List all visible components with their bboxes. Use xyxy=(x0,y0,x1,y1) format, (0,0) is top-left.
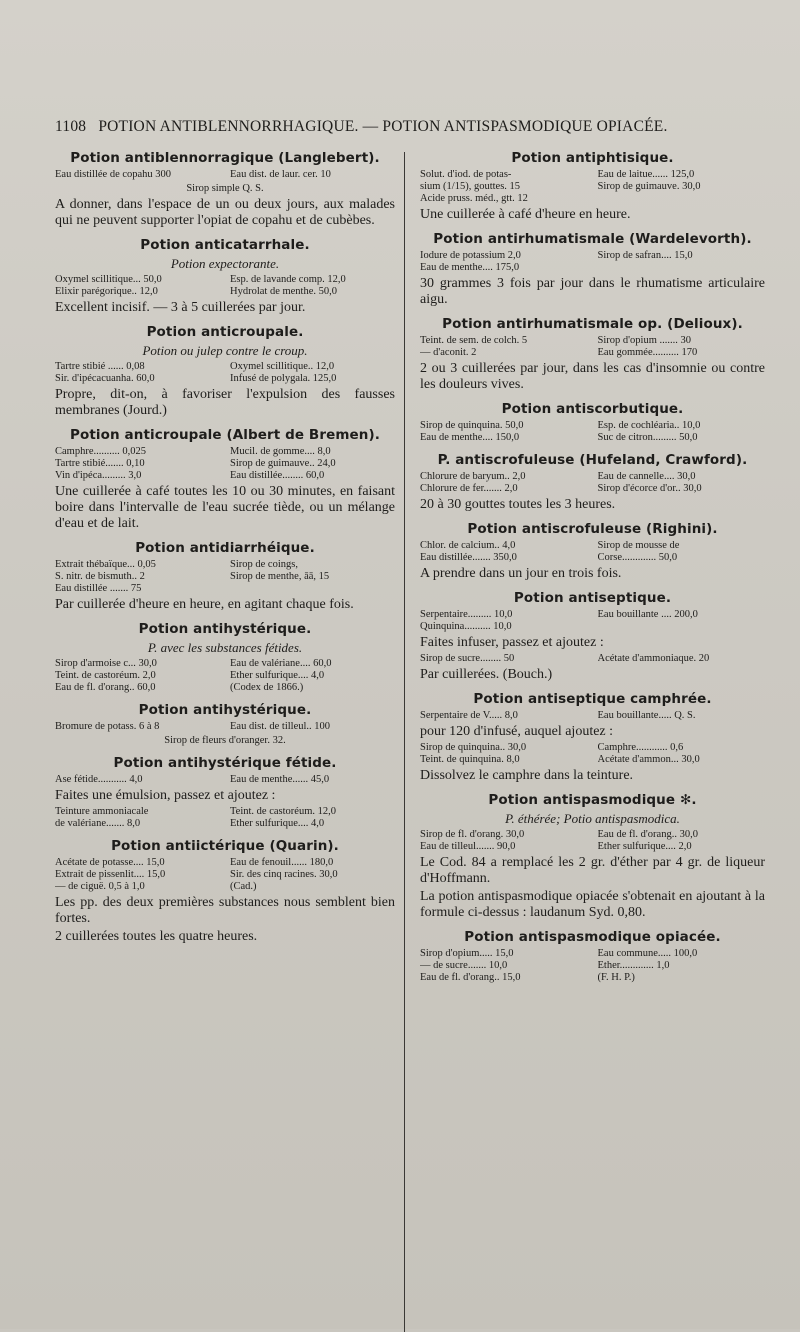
ingredient: Elixir parégorique.. 12,0 xyxy=(55,286,158,297)
ingredient: Acide pruss. méd., gtt. 12 xyxy=(420,193,528,204)
entry-text: Excellent incisif. — 3 à 5 cuillerées par jour. xyxy=(55,300,306,315)
entry-text: 2 ou 3 cuillerées par jour, dans les cas d'insomnie ou contre les douleurs vives. xyxy=(420,361,765,392)
entry-antiscorbutique xyxy=(420,401,765,444)
ingredients xyxy=(55,169,395,181)
ingredient: Esp. de cochléaria.. 10,0 xyxy=(597,420,701,431)
ingredients xyxy=(420,710,765,722)
left-column xyxy=(55,150,395,950)
ingredients xyxy=(420,471,765,495)
ingredient: Mucil. de gomme.... 8,0 xyxy=(230,446,331,457)
ingredient: Eau bouillante .... 200,0 xyxy=(597,609,698,620)
ingredient: Sirop d'écorce d'or.. 30,0 xyxy=(597,483,702,494)
entry-text: Dissolvez le camphre dans la teinture. xyxy=(420,768,634,783)
ingredient: Sirop de menthe, āā, 15 xyxy=(230,571,330,582)
entry-text: pour 120 d'infusé, auquel ajoutez : xyxy=(420,724,614,739)
ingredient: Eau distillée........ 60,0 xyxy=(230,470,325,481)
entry-title: Potion antiseptique. xyxy=(513,590,672,606)
entry-title: Potion antiseptique camphrée. xyxy=(473,691,712,707)
ingredient xyxy=(230,583,395,595)
ingredient: Oxymel scillitique.. 12,0 xyxy=(230,361,335,372)
ingredient: Eau de menthe...... 45,0 xyxy=(230,774,330,785)
ingredient: Bromure de potass. 6 à 8 xyxy=(55,721,160,732)
ingredient: Eau de menthe.... 150,0 xyxy=(420,432,520,443)
ingredient: S. nitr. de bismuth.. 2 xyxy=(55,571,145,582)
ingredient xyxy=(598,262,766,274)
ingredient: Acétate d'ammoniaque. 20 xyxy=(597,653,710,664)
entry-antihysterique-1 xyxy=(55,621,395,694)
ingredients xyxy=(420,169,765,205)
entry-antiseptique-camphree xyxy=(420,691,765,784)
ingredient: Eau de cannelle.... 30,0 xyxy=(597,471,696,482)
ingredient: Sirop simple Q. S. xyxy=(186,183,264,194)
ingredient: — d'aconit. 2 xyxy=(420,347,477,358)
entry-text: Le Cod. 84 a remplacé les 2 gr. d'éther par 4 gr. de liqueur d'Hoffmann. xyxy=(420,855,765,886)
ingredient: Sir. des cinq racines. 30,0 xyxy=(230,869,338,880)
entry-title: Potion anticatarrhale. xyxy=(140,237,310,253)
ingredient: Sirop de fleurs d'oranger. 32. xyxy=(164,735,286,746)
ingredient: Camphre............ 0,6 xyxy=(597,742,684,753)
entry-title: Potion antihystérique fétide. xyxy=(113,755,337,771)
entry-antirhumatismale xyxy=(420,231,765,308)
ingredient: Ether............. 1,0 xyxy=(597,960,670,971)
entry-title: P. antiscrofuleuse (Hufeland, Crawford). xyxy=(437,452,748,468)
ingredient: Sirop de sucre........ 50 xyxy=(420,653,515,664)
ingredients xyxy=(55,274,395,298)
ingredient: Sirop de coings, xyxy=(230,559,298,570)
ingredient: Ether sulfurique.... 2,0 xyxy=(597,841,692,852)
ingredients xyxy=(55,361,395,385)
ingredient: Teinture ammoniacale xyxy=(55,806,149,817)
ingredients xyxy=(420,540,765,564)
ingredient xyxy=(598,193,766,205)
entry-title: Potion antiscorbutique. xyxy=(501,401,684,417)
ingredient: Eau de fl. d'orang.. 60,0 xyxy=(55,682,156,693)
ingredients xyxy=(420,250,765,274)
ingredient: Acétate d'ammon... 30,0 xyxy=(597,754,700,765)
ingredient: Sir. d'ipécacuanha. 60,0 xyxy=(55,373,155,384)
ingredient: Ase fétide........... 4,0 xyxy=(55,774,143,785)
ingredient: Eau de fl. d'orang.. 30,0 xyxy=(597,829,698,840)
entry-title: Potion antihystérique. xyxy=(138,702,312,718)
entry-antispasmodique xyxy=(420,792,765,921)
ingredient: Eau de laitue...... 125,0 xyxy=(597,169,695,180)
ingredient: Oxymel scillitique... 50,0 xyxy=(55,274,162,285)
entry-text: A donner, dans l'espace de un ou deux jours, aux malades qui ne peuvent supporter l'opiat de copahu et de cubèbes. xyxy=(55,197,395,228)
entry-text: Faites infuser, passez et ajoutez : xyxy=(420,635,604,650)
column-divider xyxy=(404,152,405,1332)
ingredient: Serpentaire......... 10,0 xyxy=(420,609,513,620)
ingredient: Infusé de polygala. 125,0 xyxy=(230,373,337,384)
ingredient: Sirop de quinquina.. 30,0 xyxy=(420,742,527,753)
ingredient: Eau de fenouil...... 180,0 xyxy=(230,857,334,868)
entry-antirhumatismale-op xyxy=(420,316,765,393)
ingredient: Sirop de guimauve. 30,0 xyxy=(597,181,701,192)
ingredient: Teint. de castoréum. 12,0 xyxy=(230,806,336,817)
ingredient: Extrait de pissenlit.... 15,0 xyxy=(55,869,166,880)
ingredient: Sirop d'opium ....... 30 xyxy=(597,335,691,346)
ingredient: — de ciguë. 0,5 à 1,0 xyxy=(55,881,145,892)
source-credit: (F. H. P.) xyxy=(597,972,635,983)
right-column xyxy=(420,150,765,989)
entry-text: Une cuillerée à café toutes les 10 ou 30 minutes, en faisant boire dans l'intervalle de l'eau sucrée tiède, ou un mélange d'eau et de lait. xyxy=(55,484,395,531)
ingredient: Eau de menthe.... 175,0 xyxy=(420,262,520,273)
ingredient: Suc de citron......... 50,0 xyxy=(597,432,698,443)
ingredient: Eau bouillante..... Q. S. xyxy=(597,710,696,721)
entry-text: Propre, dit-on, à favoriser l'expulsion des fausses membranes (Jourd.) xyxy=(55,387,395,418)
ingredient: Sirop de quinquina. 50,0 xyxy=(420,420,524,431)
ingredients xyxy=(420,653,765,665)
entry-antiscrofuleuse-hufeland xyxy=(420,452,765,513)
entry-text: 2 cuillerées toutes les quatre heures. xyxy=(55,929,258,944)
entry-antidiarrheique xyxy=(55,540,395,613)
ingredient: Eau de valériane.... 60,0 xyxy=(230,658,332,669)
entry-anticroupale xyxy=(55,324,395,419)
ingredients xyxy=(420,829,765,853)
entry-antihysterique-fetide xyxy=(55,755,395,830)
ingredient: Sirop de guimauve.. 24,0 xyxy=(230,458,336,469)
entry-antiblennorragique xyxy=(55,150,395,229)
ingredient: Eau gommée.......... 170 xyxy=(597,347,698,358)
entry-text: Les pp. des deux premières substances nous semblent bien fortes. xyxy=(55,895,395,926)
ingredient: Camphre.......... 0,025 xyxy=(55,446,146,457)
entry-title: Potion antispasmodique opiacée. xyxy=(464,929,721,945)
running-title: POTION ANTIBLENNORRHAGIQUE. — POTION ANTISPASMODIQUE OPIACÉE. xyxy=(98,118,668,135)
source-credit: (Cad.) xyxy=(230,881,257,892)
ingredient: — de sucre....... 10,0 xyxy=(420,960,508,971)
entry-subtitle: Potion expectorante. xyxy=(170,256,280,271)
ingredient: sium (1/15), gouttes. 15 xyxy=(420,181,521,192)
entry-antihysterique-2 xyxy=(55,702,395,747)
entry-anticatarrhale xyxy=(55,237,395,316)
entry-title: Potion anticroupale. xyxy=(146,324,304,340)
ingredients xyxy=(420,335,765,359)
ingredients xyxy=(55,857,395,893)
ingredient: Quinquina.......... 10,0 xyxy=(420,621,512,632)
entry-subtitle: P. avec les substances fétides. xyxy=(147,640,303,655)
ingredient: Teint. de castoréum. 2,0 xyxy=(55,670,156,681)
ingredients xyxy=(420,742,765,766)
entry-text: La potion antispasmodique opiacée s'obtenait en ajoutant à la formule ci-dessus : laudanum Syd. 0,80. xyxy=(420,889,765,920)
ingredient: Ether sulfurique.... 4,0 xyxy=(230,818,325,829)
entry-antiseptique xyxy=(420,590,765,683)
ingredients xyxy=(55,559,395,595)
entry-antiphtisique xyxy=(420,150,765,223)
entry-title: Potion anticroupale (Albert de Bremen). xyxy=(70,427,380,443)
entry-antiicterique xyxy=(55,838,395,945)
ingredients xyxy=(420,420,765,444)
entry-title: Potion antiscrofuleuse (Righini). xyxy=(467,521,718,537)
entry-text: Une cuillerée à café d'heure en heure. xyxy=(420,207,631,222)
ingredient: Eau de fl. d'orang.. 15,0 xyxy=(420,972,521,983)
ingredient: Eau commune..... 100,0 xyxy=(597,948,698,959)
ingredient: Acétate de potasse.... 15,0 xyxy=(55,857,165,868)
entry-title: Potion antiphtisique. xyxy=(511,150,674,166)
entry-text: 30 grammes 3 fois par jour dans le rhumatisme articulaire aigu. xyxy=(420,276,765,307)
entry-text: 20 à 30 gouttes toutes les 3 heures. xyxy=(420,497,616,512)
entry-title: Potion antihystérique. xyxy=(138,621,312,637)
entry-antiscrofuleuse-righini xyxy=(420,521,765,582)
ingredients xyxy=(55,446,395,482)
entry-text: Par cuillerée d'heure en heure, en agitant chaque fois. xyxy=(55,597,354,612)
ingredient: Eau distillée de copahu 300 xyxy=(55,169,172,180)
ingredient: Sirop d'opium..... 15,0 xyxy=(420,948,514,959)
ingredient: Sirop de safran.... 15,0 xyxy=(597,250,693,261)
entry-subtitle: Potion ou julep contre le croup. xyxy=(142,343,308,358)
entry-text: A prendre dans un jour en trois fois. xyxy=(420,566,622,581)
ingredient: Vin d'ipéca......... 3,0 xyxy=(55,470,142,481)
ingredient: Hydrolat de menthe. 50,0 xyxy=(230,286,338,297)
ingredient: Corse............. 50,0 xyxy=(597,552,678,563)
ingredient: Tartre stibié ...... 0,08 xyxy=(55,361,145,372)
ingredient: Chlor. de calcium.. 4,0 xyxy=(420,540,516,551)
ingredient: Eau dist. de tilleul.. 100 xyxy=(230,721,331,732)
entry-title: Potion antidiarrhéique. xyxy=(135,540,315,556)
ingredients xyxy=(420,609,765,633)
entry-title: Potion antispasmodique ✻. xyxy=(488,792,697,808)
ingredient: Teint. de quinquina. 8,0 xyxy=(420,754,520,765)
entry-title: Potion antiictérique (Quarin). xyxy=(111,838,339,854)
entry-antispasmodique-opiacee xyxy=(420,929,765,984)
ingredients xyxy=(55,806,395,830)
ingredient: Chlorure de baryum.. 2,0 xyxy=(420,471,526,482)
ingredient: Tartre stibié....... 0,10 xyxy=(55,458,145,469)
ingredient: Esp. de lavande comp. 12,0 xyxy=(230,274,346,285)
ingredient: Teint. de sem. de colch. 5 xyxy=(420,335,528,346)
ingredient: Eau distillée....... 350,0 xyxy=(420,552,517,563)
ingredient xyxy=(598,621,766,633)
ingredient: Serpentaire de V..... 8,0 xyxy=(420,710,518,721)
ingredient: Solut. d'iod. de potas- xyxy=(420,169,512,180)
entry-anticroupale-albert xyxy=(55,427,395,532)
ingredients xyxy=(55,658,395,694)
page-number: 1108 xyxy=(55,118,87,135)
ingredients xyxy=(55,721,395,733)
ingredients xyxy=(55,774,395,786)
entry-title: Potion antirhumatismale op. (Delioux). xyxy=(442,316,743,332)
ingredient: Ether sulfurique.... 4,0 xyxy=(230,670,325,681)
entry-title: Potion antirhumatismale (Wardelevorth). xyxy=(433,231,752,247)
ingredient: de valériane....... 8,0 xyxy=(55,818,141,829)
ingredient: Extrait thébaïque... 0,05 xyxy=(55,559,156,570)
ingredient: Chlorure de fer....... 2,0 xyxy=(420,483,518,494)
ingredient: Sirop d'armoise c... 30,0 xyxy=(55,658,157,669)
running-head xyxy=(55,118,795,136)
entry-text: Par cuillerées. (Bouch.) xyxy=(420,667,553,682)
ingredient: Eau dist. de laur. cer. 10 xyxy=(230,169,331,180)
entry-subtitle: P. éthérée; Potio antispasmodica. xyxy=(505,811,680,826)
ingredient: Eau de tilleul....... 90,0 xyxy=(420,841,516,852)
source-credit: (Codex de 1866.) xyxy=(230,682,304,693)
ingredient: Eau distillée ....... 75 xyxy=(55,583,142,594)
ingredient: Sirop de mousse de xyxy=(597,540,680,551)
entry-title: Potion antiblennorragique (Langlebert). xyxy=(70,150,380,166)
entry-text: Faites une émulsion, passez et ajoutez : xyxy=(55,788,276,803)
ingredient: Iodure de potassium 2,0 xyxy=(420,250,521,261)
ingredients xyxy=(420,948,765,984)
ingredient: Sirop de fl. d'orang. 30,0 xyxy=(420,829,525,840)
